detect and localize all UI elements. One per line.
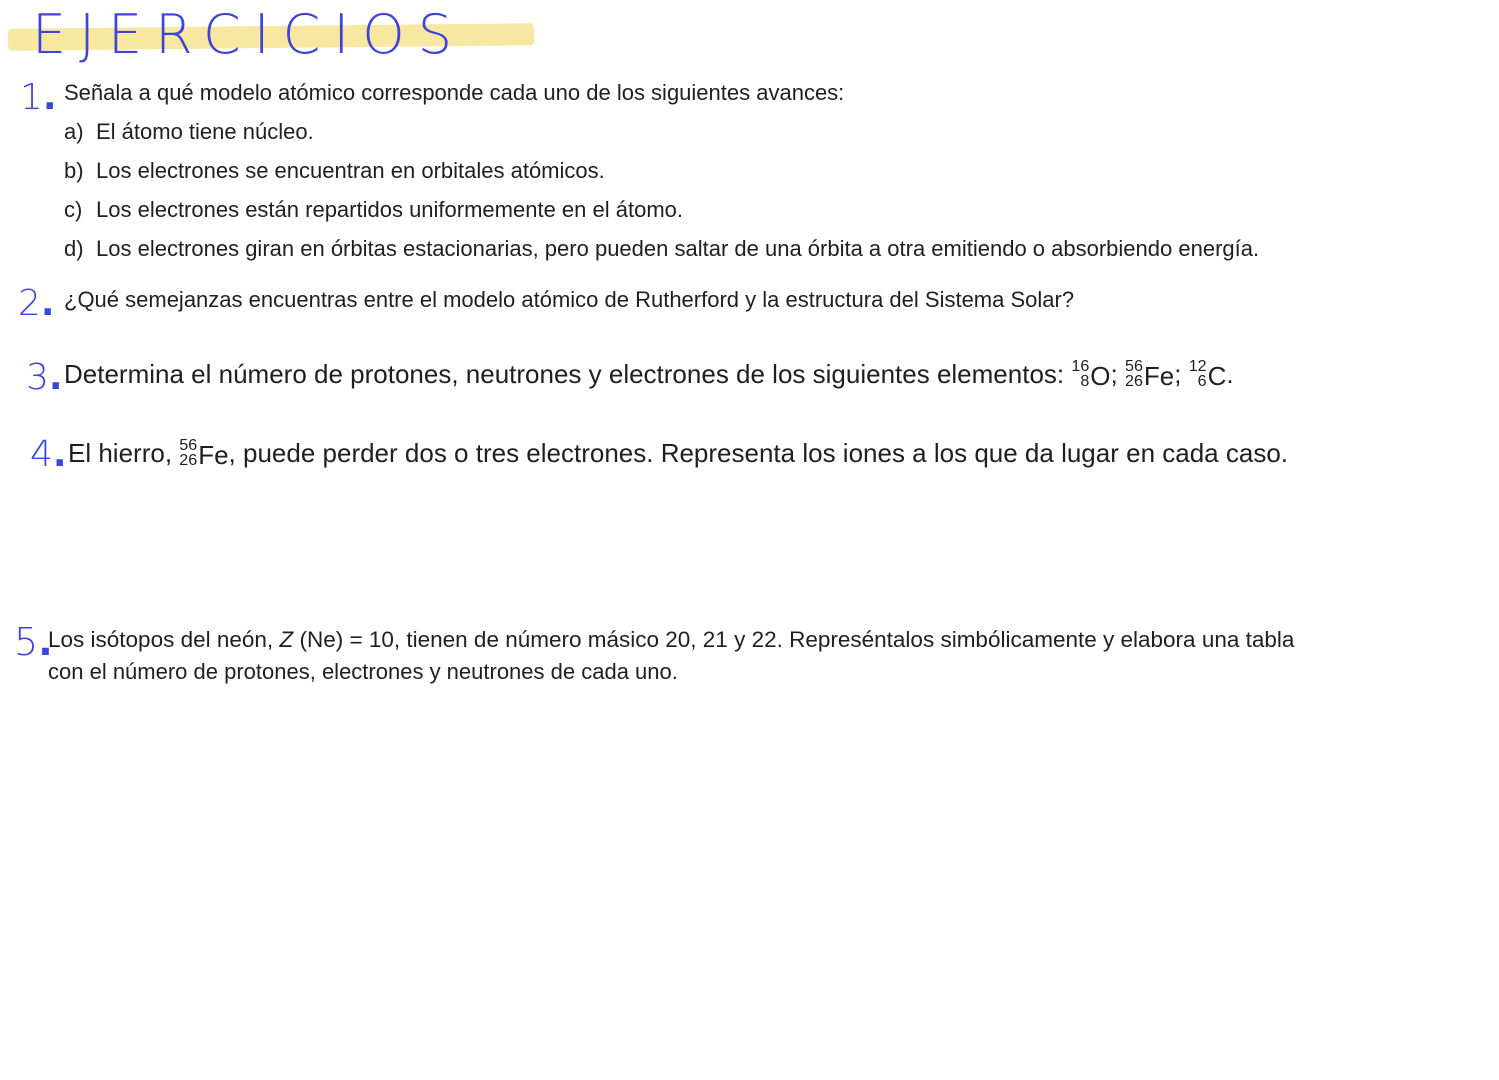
separator: .	[1226, 359, 1234, 389]
item-label: b)	[64, 158, 84, 183]
exercise-4-prompt	[68, 435, 1288, 471]
prompt-text: Los isótopos del neón,	[48, 627, 274, 652]
exercise-1-number	[20, 77, 57, 118]
number-dot: .	[38, 620, 53, 664]
exercise-number-digit: 5	[14, 620, 39, 664]
exercise-1-item-d	[64, 236, 1259, 262]
exercise-2-prompt: ¿Qué semejanzas encuentras entre el modelo atómico de Rutherford y la estructura del Sistema Solar?	[64, 287, 1075, 312]
number-dot: .	[48, 357, 63, 398]
atomic-number: 26	[1124, 372, 1143, 391]
exercise-number-digit: 1	[20, 77, 43, 118]
exercise-4-number	[30, 434, 67, 475]
prompt-text: El hierro,	[68, 438, 173, 468]
page-title: EJERCICIOS	[32, 3, 466, 66]
separator: ;	[1110, 359, 1118, 389]
title-block	[8, 4, 536, 70]
exercise-number-digit: 2	[18, 283, 41, 324]
exercise-number-digit: 3	[26, 357, 49, 398]
item-text: Los electrones se encuentran en orbitales atómicos.	[96, 158, 605, 183]
prompt-text: Determina el número de protones, neutrones y electrones de los siguientes elementos:	[64, 359, 1065, 389]
exercise-5-line-1	[48, 627, 1294, 653]
element-symbol: C	[1207, 360, 1227, 391]
mass-number: 12	[1188, 356, 1207, 375]
exercise-2-number	[18, 283, 55, 324]
element-symbol: Fe	[198, 439, 229, 470]
prompt-text: , puede perder dos o tres electrones. Representa los iones a los que da lugar en cada caso.	[228, 438, 1288, 468]
exercise-5-number	[14, 620, 53, 664]
mass-number: 56	[179, 435, 198, 454]
item-text: Los electrones giran en órbitas estacionarias, pero pueden saltar de una órbita a otra emitiendo o absorbiendo energía.	[96, 236, 1260, 261]
atomic-number: 26	[179, 451, 198, 470]
item-label: c)	[64, 197, 83, 222]
item-label: d)	[64, 236, 84, 261]
atomic-number: 6	[1197, 372, 1207, 391]
element-symbol: O	[1090, 360, 1111, 391]
isotope-oxygen	[1071, 356, 1111, 392]
exercise-3-prompt	[64, 356, 1234, 392]
mass-number: 56	[1124, 356, 1143, 375]
exercise-1-item-b	[64, 158, 605, 184]
number-dot: .	[52, 434, 67, 475]
exercise-number-digit: 4	[30, 434, 53, 475]
isotope-iron	[179, 435, 229, 471]
exercise-1-prompt: Señala a qué modelo atómico corresponde cada uno de los siguientes avances:	[64, 80, 845, 105]
atomic-number-symbol: Z	[279, 627, 294, 652]
exercise-5-line-2: con el número de protones, electrones y neutrones de cada uno.	[48, 659, 678, 684]
exercise-1-item-a	[64, 119, 314, 145]
exercise-1-item-c	[64, 197, 683, 223]
isotope-iron	[1124, 356, 1175, 392]
prompt-text: (Ne) = 10, tienen de número másico 20, 21 y 22. Represéntalos simbólicamente y elabora una tabla	[299, 627, 1295, 652]
mass-number: 16	[1071, 356, 1090, 375]
separator: ;	[1174, 359, 1182, 389]
item-text: Los electrones están repartidos uniformemente en el átomo.	[96, 197, 683, 222]
number-dot: .	[40, 283, 55, 324]
exercise-3-number	[26, 357, 63, 398]
atomic-number: 8	[1080, 372, 1090, 391]
item-text: El átomo tiene núcleo.	[96, 119, 314, 144]
item-label: a)	[64, 119, 84, 144]
element-symbol: Fe	[1143, 360, 1175, 391]
number-dot: .	[42, 77, 57, 118]
isotope-carbon	[1188, 356, 1227, 392]
